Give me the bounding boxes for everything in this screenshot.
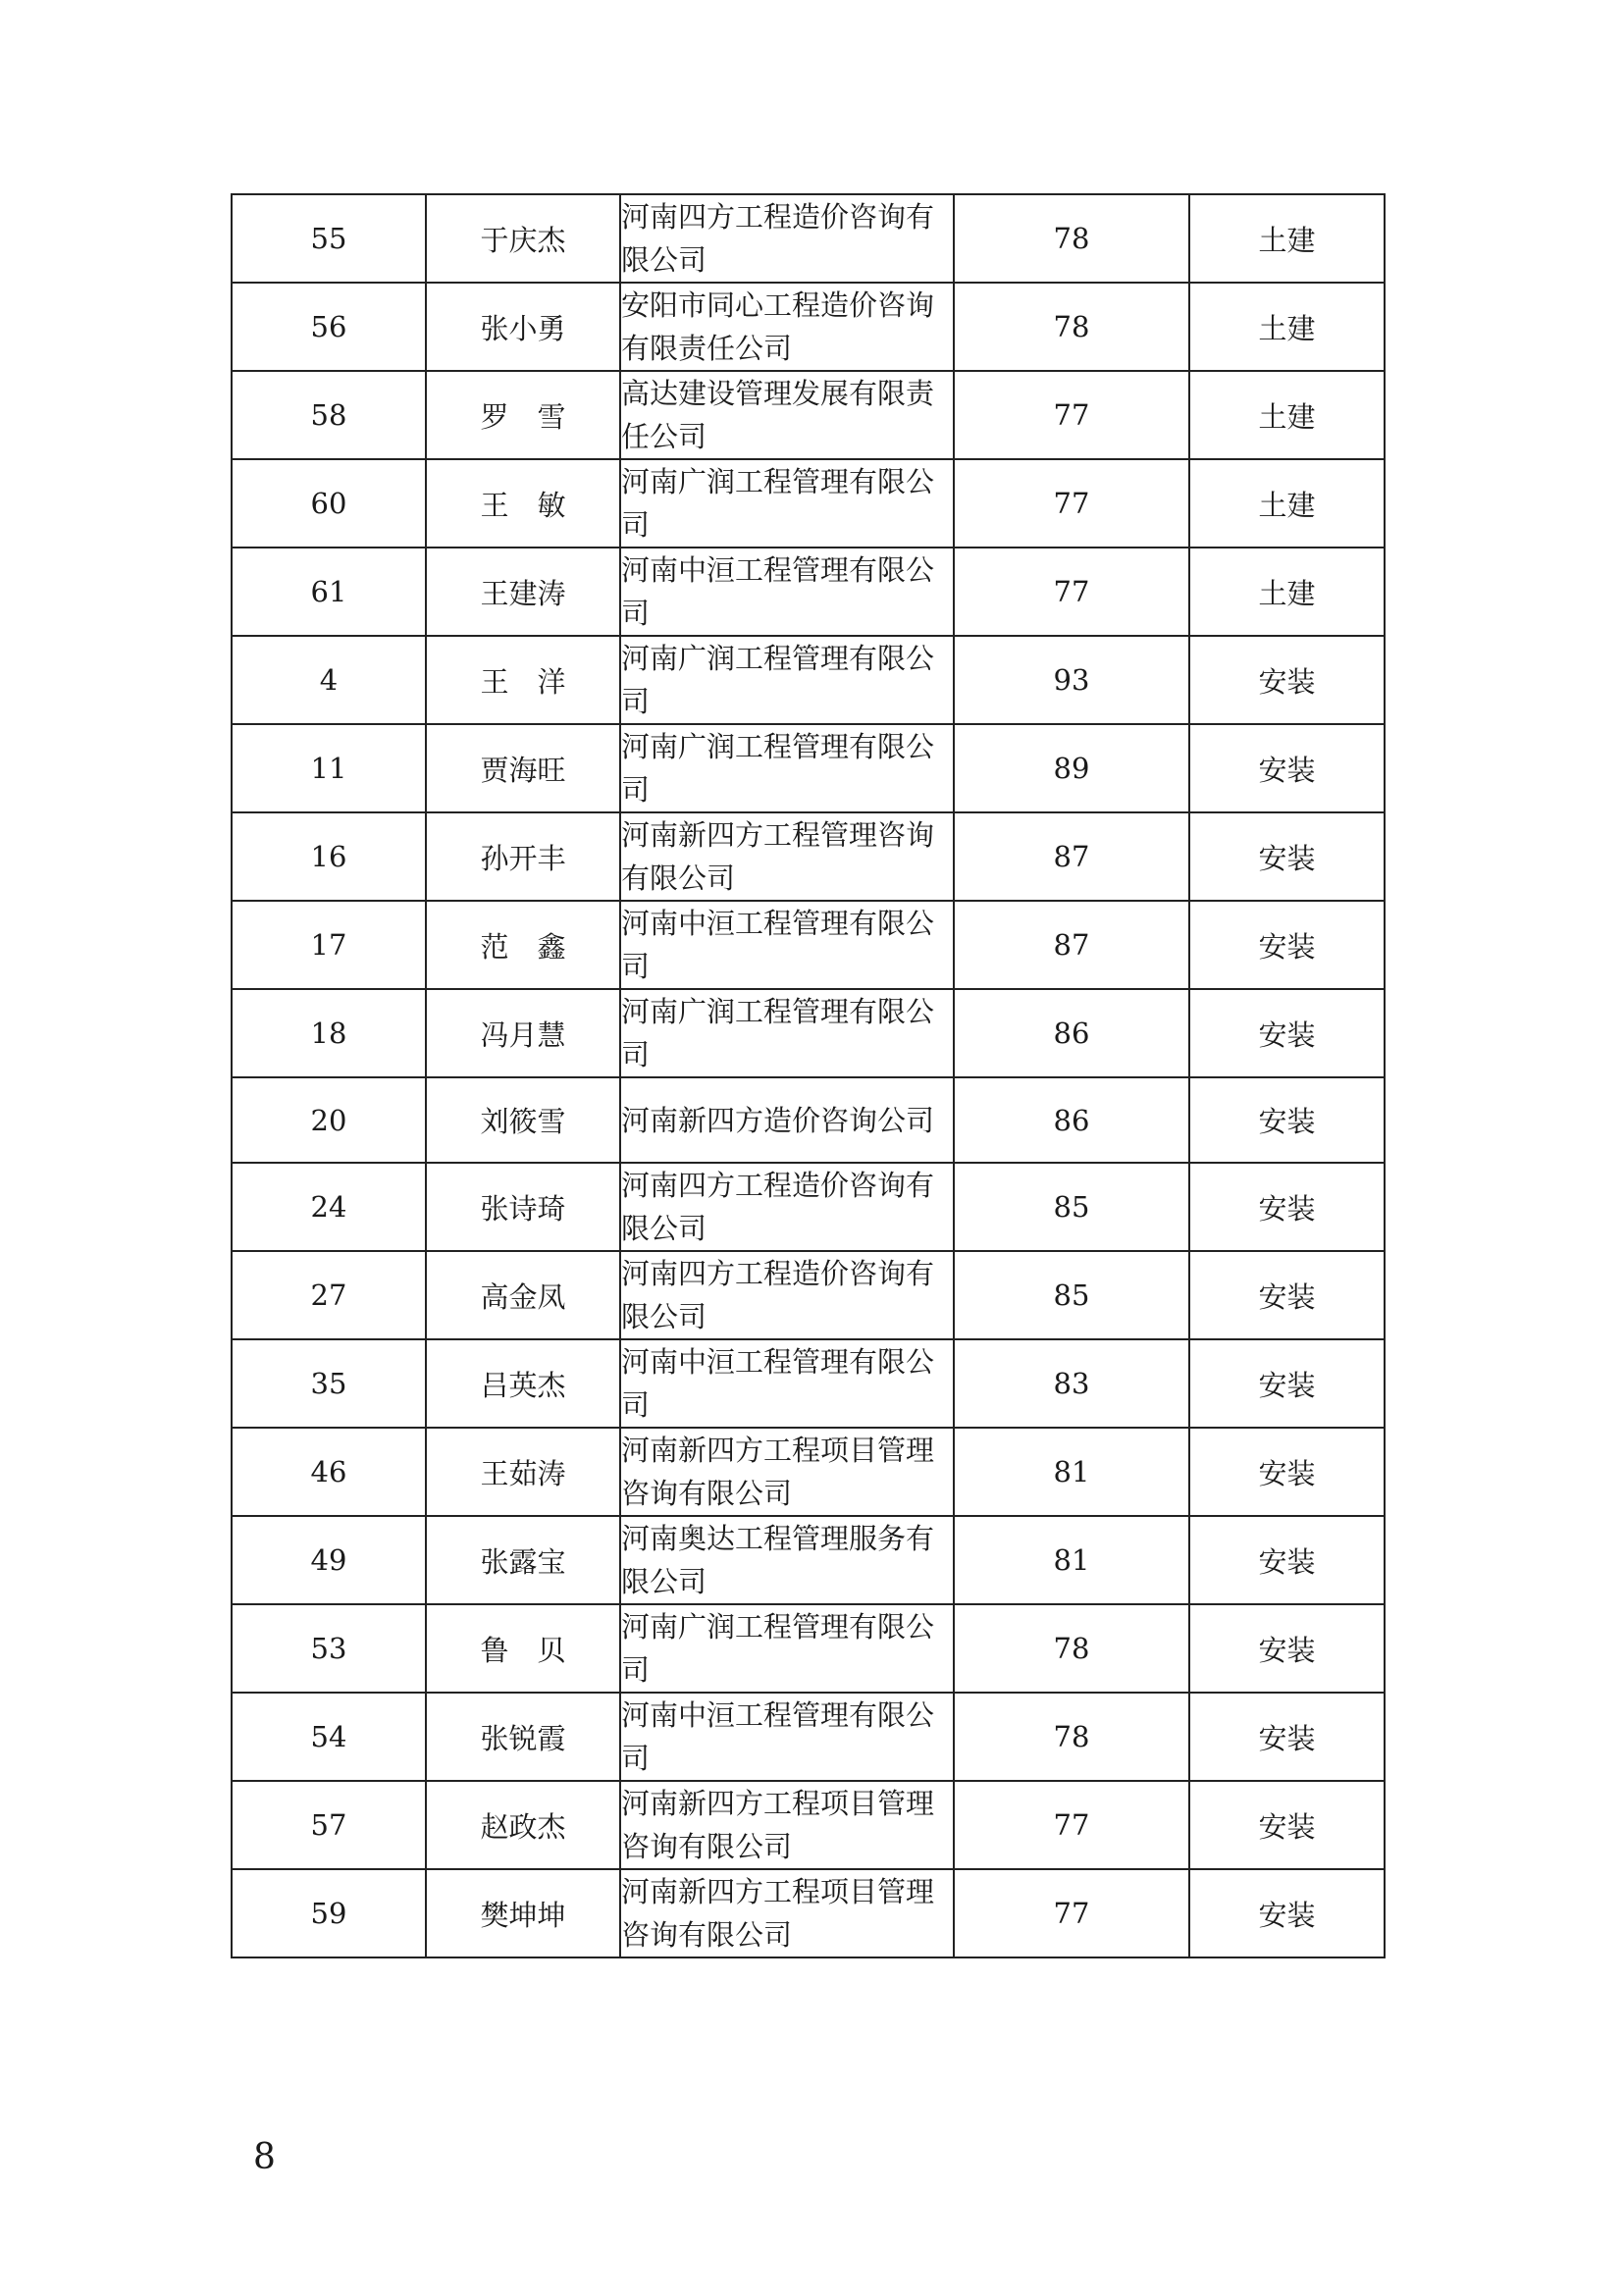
cell-number [232,1516,426,1604]
cell-number [232,636,426,724]
cell-number-text: 49 [310,1543,347,1577]
cell-organization-text: 河南中洹工程管理有限公司 [621,553,935,630]
cell-organization [620,371,954,459]
cell-score [954,901,1189,989]
cell-score [954,283,1189,371]
cell-number [232,1163,426,1251]
cell-organization-text: 河南新四方工程项目管理咨询有限公司 [621,1875,935,1952]
cell-name-text: 高金凤 [480,1279,566,1314]
cell-score-text: 86 [1053,1103,1090,1137]
cell-score [954,1077,1189,1163]
cell-score [954,1251,1189,1339]
cell-number [232,459,426,548]
cell-category-text: 安装 [1258,929,1316,964]
cell-organization-text: 河南新四方工程项目管理咨询有限公司 [621,1787,935,1863]
table-row [232,1077,1385,1163]
cell-score-text: 89 [1053,752,1090,785]
cell-name-text: 王 敏 [480,488,566,522]
records-table-body [232,194,1385,1957]
cell-organization [620,636,954,724]
cell-score [954,1869,1189,1957]
cell-score-text: 77 [1053,398,1090,432]
cell-name [426,1077,620,1163]
cell-organization-text: 河南中洹工程管理有限公司 [621,1698,935,1775]
cell-name [426,283,620,371]
cell-number-text: 4 [319,663,339,697]
page-number: 8 [253,2137,276,2177]
cell-organization [620,724,954,812]
cell-organization [620,283,954,371]
table-row [232,1339,1385,1428]
cell-organization-text: 河南四方工程造价咨询有限公司 [621,200,935,277]
table-row [232,459,1385,548]
table-row [232,1163,1385,1251]
cell-category [1189,1604,1385,1693]
cell-organization-text: 河南新四方造价咨询公司 [621,1103,935,1137]
cell-name [426,194,620,283]
cell-organization [620,1077,954,1163]
cell-name-text: 赵政杰 [480,1809,566,1844]
cell-organization-text: 河南新四方工程项目管理咨询有限公司 [621,1434,935,1510]
cell-organization [620,1516,954,1604]
cell-organization [620,1339,954,1428]
cell-number-text: 11 [310,752,347,785]
cell-name [426,1339,620,1428]
cell-score [954,194,1189,283]
cell-score-text: 86 [1053,1017,1090,1050]
cell-name [426,901,620,989]
table-row [232,548,1385,636]
cell-number [232,371,426,459]
table-row [232,724,1385,812]
cell-category-text: 安装 [1258,1456,1316,1490]
cell-number [232,1693,426,1781]
cell-organization-text: 河南新四方工程管理咨询有限公司 [621,818,935,895]
cell-category [1189,724,1385,812]
cell-score-text: 87 [1053,928,1090,962]
cell-organization-text: 河南广润工程管理有限公司 [621,730,935,807]
cell-organization-text: 河南广润工程管理有限公司 [621,995,935,1071]
cell-number [232,1604,426,1693]
table-row [232,812,1385,901]
cell-category-text: 土建 [1258,223,1316,257]
cell-score-text: 81 [1053,1455,1090,1488]
cell-category [1189,371,1385,459]
cell-name-text: 张锐霞 [480,1721,566,1755]
cell-score [954,636,1189,724]
table-row [232,283,1385,371]
cell-organization-text: 河南广润工程管理有限公司 [621,1610,935,1687]
cell-number-text: 35 [310,1367,347,1400]
cell-number [232,1339,426,1428]
cell-number-text: 59 [310,1897,347,1930]
cell-name [426,989,620,1077]
cell-score-text: 87 [1053,840,1090,873]
cell-category [1189,194,1385,283]
table-row [232,1428,1385,1516]
cell-number-text: 61 [310,575,347,608]
cell-name [426,548,620,636]
cell-number-text: 53 [310,1632,347,1665]
cell-name [426,724,620,812]
cell-category [1189,1693,1385,1781]
cell-name-text: 于庆杰 [480,223,566,257]
cell-number-text: 56 [310,310,347,343]
cell-name-text: 刘筱雪 [480,1105,566,1138]
cell-score [954,1604,1189,1693]
cell-category-text: 安装 [1258,1105,1316,1138]
cell-category-text: 土建 [1258,488,1316,522]
cell-score-text: 83 [1053,1367,1090,1400]
cell-name-text: 张诗琦 [480,1191,566,1226]
cell-name [426,1693,620,1781]
cell-number [232,194,426,283]
cell-number-text: 54 [310,1720,347,1753]
cell-score [954,812,1189,901]
cell-category-text: 安装 [1258,1191,1316,1226]
cell-score [954,1163,1189,1251]
cell-name [426,1163,620,1251]
cell-category-text: 安装 [1258,1368,1316,1402]
cell-number-text: 20 [310,1103,347,1137]
cell-number-text: 58 [310,398,347,432]
cell-organization-text: 河南广润工程管理有限公司 [621,642,935,718]
cell-organization-text: 河南广润工程管理有限公司 [621,465,935,542]
cell-number-text: 55 [310,222,347,255]
cell-organization [620,901,954,989]
cell-category [1189,548,1385,636]
cell-name [426,1516,620,1604]
cell-number [232,548,426,636]
cell-organization [620,1781,954,1869]
cell-number [232,1077,426,1163]
cell-name [426,1781,620,1869]
cell-number [232,1781,426,1869]
cell-number [232,812,426,901]
cell-category [1189,1163,1385,1251]
cell-organization [620,989,954,1077]
cell-name [426,1869,620,1957]
cell-organization-text: 河南中洹工程管理有限公司 [621,1345,935,1422]
table-row [232,989,1385,1077]
cell-name-text: 范 鑫 [480,929,566,964]
cell-name-text: 张小勇 [480,311,566,345]
cell-name-text: 王建涛 [480,576,566,610]
cell-organization-text: 安阳市同心工程造价咨询有限责任公司 [621,288,935,365]
cell-category [1189,812,1385,901]
cell-number [232,724,426,812]
cell-category-text: 土建 [1258,576,1316,610]
cell-name-text: 孙开丰 [480,841,566,875]
cell-name-text: 王 洋 [480,664,566,699]
cell-score [954,1693,1189,1781]
cell-category [1189,283,1385,371]
cell-score-text: 77 [1053,575,1090,608]
cell-score [954,1339,1189,1428]
cell-score-text: 78 [1053,222,1090,255]
cell-category-text: 安装 [1258,1544,1316,1579]
cell-score [954,989,1189,1077]
cell-score-text: 85 [1053,1278,1090,1312]
cell-category [1189,901,1385,989]
cell-organization [620,1251,954,1339]
cell-organization [620,1163,954,1251]
cell-category-text: 土建 [1258,311,1316,345]
cell-organization-text: 河南中洹工程管理有限公司 [621,907,935,983]
cell-score-text: 93 [1053,663,1090,697]
cell-category-text: 安装 [1258,1279,1316,1314]
cell-score-text: 77 [1053,1897,1090,1930]
cell-number [232,901,426,989]
cell-category-text: 安装 [1258,664,1316,699]
cell-score-text: 81 [1053,1543,1090,1577]
cell-score-text: 77 [1053,1808,1090,1842]
cell-number-text: 16 [310,840,347,873]
table-row [232,1869,1385,1957]
cell-score [954,1428,1189,1516]
cell-name [426,1428,620,1516]
cell-category [1189,1251,1385,1339]
table-row [232,1251,1385,1339]
cell-number [232,989,426,1077]
cell-score-text: 78 [1053,310,1090,343]
cell-category [1189,1339,1385,1428]
cell-organization [620,1604,954,1693]
cell-number-text: 24 [310,1190,347,1224]
cell-number-text: 57 [310,1808,347,1842]
cell-score-text: 78 [1053,1632,1090,1665]
cell-organization [620,1869,954,1957]
cell-score [954,724,1189,812]
cell-score-text: 78 [1053,1720,1090,1753]
cell-name-text: 张露宝 [480,1544,566,1579]
cell-organization-text: 河南奥达工程管理服务有限公司 [621,1522,935,1598]
cell-category-text: 安装 [1258,1809,1316,1844]
cell-name-text: 鲁 贝 [480,1633,566,1667]
cell-score [954,1516,1189,1604]
cell-organization [620,194,954,283]
cell-organization-text: 河南四方工程造价咨询有限公司 [621,1257,935,1333]
cell-name [426,1251,620,1339]
cell-category [1189,989,1385,1077]
cell-organization [620,1693,954,1781]
cell-category-text: 土建 [1258,399,1316,434]
cell-category [1189,459,1385,548]
table-row [232,901,1385,989]
cell-name [426,636,620,724]
cell-name-text: 冯月慧 [480,1018,566,1052]
cell-score [954,371,1189,459]
cell-score [954,459,1189,548]
cell-name [426,1604,620,1693]
cell-number [232,1869,426,1957]
cell-name [426,812,620,901]
cell-category-text: 安装 [1258,753,1316,787]
cell-score [954,548,1189,636]
cell-organization [620,1428,954,1516]
cell-organization [620,812,954,901]
cell-category [1189,1428,1385,1516]
cell-name-text: 罗 雪 [480,399,566,434]
records-table [231,193,1386,1958]
cell-category-text: 安装 [1258,1633,1316,1667]
cell-number-text: 27 [310,1278,347,1312]
table-row [232,1604,1385,1693]
cell-category-text: 安装 [1258,841,1316,875]
cell-organization [620,548,954,636]
table-row [232,371,1385,459]
cell-category-text: 安装 [1258,1721,1316,1755]
cell-number [232,1428,426,1516]
cell-name [426,371,620,459]
cell-organization [620,459,954,548]
table-row [232,1693,1385,1781]
cell-category-text: 安装 [1258,1018,1316,1052]
table-row [232,1781,1385,1869]
cell-number-text: 46 [310,1455,347,1488]
cell-category [1189,636,1385,724]
cell-score [954,1781,1189,1869]
cell-number [232,283,426,371]
cell-category [1189,1781,1385,1869]
cell-number-text: 18 [310,1017,347,1050]
cell-category-text: 安装 [1258,1898,1316,1932]
cell-name-text: 王茹涛 [480,1456,566,1490]
cell-name-text: 吕英杰 [480,1368,566,1402]
cell-number-text: 60 [310,487,347,520]
table-row [232,194,1385,283]
cell-category [1189,1516,1385,1604]
table-row [232,636,1385,724]
cell-number-text: 17 [310,928,347,962]
cell-category [1189,1077,1385,1163]
cell-organization-text: 高达建设管理发展有限责任公司 [621,377,935,453]
cell-name [426,459,620,548]
cell-score-text: 77 [1053,487,1090,520]
cell-name-text: 贾海旺 [480,753,566,787]
cell-category [1189,1869,1385,1957]
cell-number [232,1251,426,1339]
cell-score-text: 85 [1053,1190,1090,1224]
cell-organization-text: 河南四方工程造价咨询有限公司 [621,1169,935,1245]
table-row [232,1516,1385,1604]
cell-name-text: 樊坤坤 [480,1898,566,1932]
